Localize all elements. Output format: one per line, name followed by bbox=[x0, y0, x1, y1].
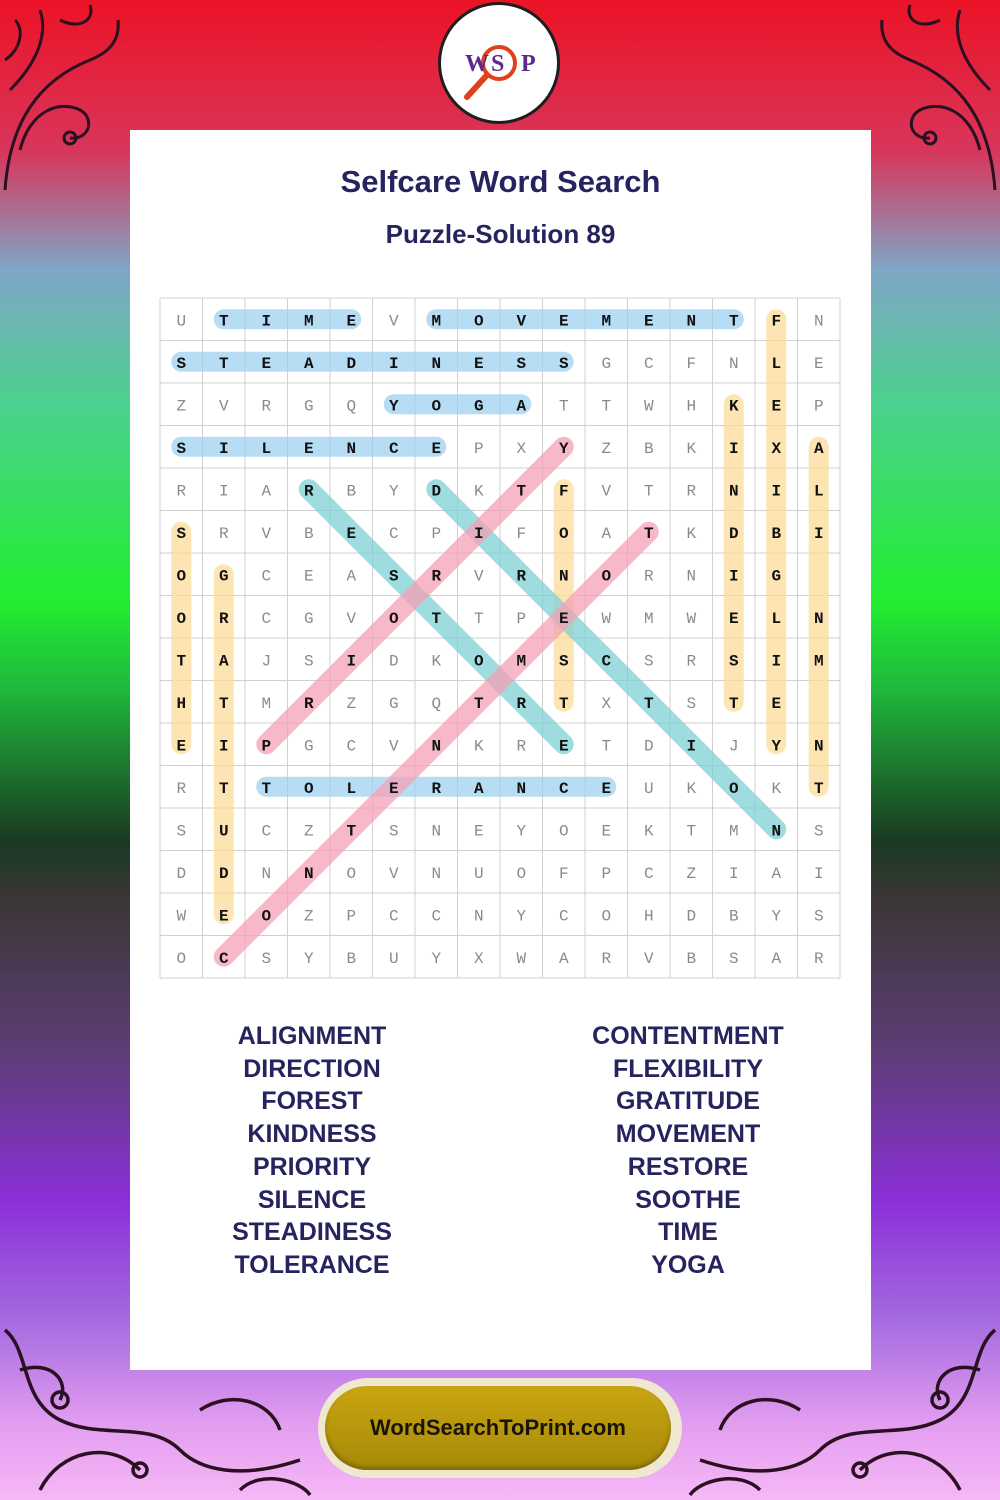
grid-letter[interactable]: G bbox=[303, 609, 314, 628]
grid-letter[interactable]: Q bbox=[346, 397, 357, 416]
grid-letter[interactable]: F bbox=[516, 524, 527, 543]
grid-letter[interactable]: A bbox=[771, 864, 782, 883]
grid-letter[interactable]: S bbox=[728, 949, 739, 968]
grid-letter[interactable]: C bbox=[261, 609, 272, 628]
grid-letter[interactable]: C bbox=[601, 652, 612, 671]
grid-letter[interactable]: K bbox=[431, 652, 442, 671]
grid-letter[interactable]: S bbox=[176, 822, 187, 841]
grid-letter[interactable]: W bbox=[686, 609, 697, 628]
grid-letter[interactable]: N bbox=[813, 737, 824, 756]
word-list-item: KINDNESS bbox=[247, 1120, 377, 1149]
grid-letter[interactable]: G bbox=[473, 397, 484, 416]
grid-letter[interactable]: C bbox=[346, 737, 357, 756]
grid-letter[interactable]: X bbox=[473, 949, 484, 968]
grid-letter[interactable]: V bbox=[346, 609, 357, 628]
grid-letter[interactable]: V bbox=[516, 312, 527, 331]
footer-banner[interactable] bbox=[318, 1378, 682, 1478]
grid-letter[interactable]: B bbox=[346, 482, 357, 501]
grid-letter[interactable]: I bbox=[728, 567, 739, 586]
grid-letter[interactable]: N bbox=[346, 439, 357, 458]
grid-letter[interactable]: T bbox=[218, 354, 229, 373]
grid-letter[interactable]: O bbox=[601, 907, 612, 926]
grid-letter[interactable]: O bbox=[303, 779, 314, 798]
grid-letter[interactable]: I bbox=[218, 439, 229, 458]
grid-letter[interactable]: Z bbox=[601, 439, 612, 458]
grid-letter[interactable]: V bbox=[601, 482, 612, 501]
grid-letter[interactable]: T bbox=[473, 609, 484, 628]
grid-letter[interactable]: B bbox=[686, 949, 697, 968]
grid-letter[interactable]: S bbox=[516, 354, 527, 373]
grid-letter[interactable]: O bbox=[601, 567, 612, 586]
grid-letter[interactable]: E bbox=[346, 524, 357, 543]
grid-letter[interactable]: I bbox=[218, 482, 229, 501]
grid-letter[interactable]: V bbox=[261, 524, 272, 543]
grid-letter[interactable]: K bbox=[473, 482, 484, 501]
grid-letter[interactable]: R bbox=[431, 567, 442, 586]
grid-letter[interactable]: Y bbox=[431, 949, 442, 968]
grid-letter[interactable]: L bbox=[813, 482, 824, 501]
grid-letter[interactable]: N bbox=[558, 567, 569, 586]
grid-letter[interactable]: S bbox=[388, 822, 399, 841]
puzzle-card bbox=[130, 130, 871, 1370]
grid-letter[interactable]: N bbox=[728, 354, 739, 373]
top-left-ornament bbox=[0, 0, 130, 200]
grid-letter[interactable]: N bbox=[771, 822, 782, 841]
grid-letter[interactable]: E bbox=[431, 439, 442, 458]
grid-letter[interactable]: S bbox=[303, 652, 314, 671]
grid-letter[interactable]: S bbox=[813, 822, 824, 841]
grid-letter[interactable]: R bbox=[601, 949, 612, 968]
word-list-item: DIRECTION bbox=[243, 1054, 381, 1083]
grid-letter[interactable]: O bbox=[346, 864, 357, 883]
grid-letter[interactable]: Y bbox=[516, 907, 527, 926]
word-list-item: YOGA bbox=[651, 1250, 725, 1279]
grid-letter[interactable]: N bbox=[431, 354, 442, 373]
grid-letter[interactable]: S bbox=[813, 907, 824, 926]
grid-letter[interactable]: O bbox=[728, 779, 739, 798]
grid-letter[interactable]: V bbox=[388, 312, 399, 331]
grid-letter[interactable]: T bbox=[261, 779, 272, 798]
grid-letter[interactable]: M bbox=[516, 652, 527, 671]
grid-letter[interactable]: E bbox=[346, 312, 357, 331]
grid-letter[interactable]: A bbox=[473, 779, 484, 798]
grid-letter[interactable]: Z bbox=[303, 822, 314, 841]
grid-letter[interactable]: O bbox=[473, 652, 484, 671]
grid-letter[interactable]: D bbox=[176, 864, 187, 883]
site-name: WordSearchToPrint.com bbox=[370, 1415, 626, 1440]
grid-letter[interactable]: I bbox=[218, 737, 229, 756]
grid-letter[interactable]: W bbox=[176, 907, 187, 926]
grid-letter[interactable]: W bbox=[601, 609, 612, 628]
grid-letter[interactable]: T bbox=[431, 609, 442, 628]
grid-letter[interactable]: N bbox=[473, 907, 484, 926]
grid-letter[interactable]: U bbox=[643, 779, 654, 798]
grid-letter[interactable]: K bbox=[473, 737, 484, 756]
word-list-item: FOREST bbox=[261, 1087, 363, 1116]
grid-letter[interactable]: R bbox=[261, 397, 272, 416]
grid-letter[interactable]: A bbox=[558, 949, 569, 968]
grid-letter[interactable]: E bbox=[601, 822, 612, 841]
grid-letter[interactable]: T bbox=[728, 694, 739, 713]
grid-letter[interactable]: O bbox=[176, 949, 187, 968]
grid-letter[interactable]: E bbox=[473, 822, 484, 841]
grid-letter[interactable]: T bbox=[601, 397, 612, 416]
grid-letter[interactable]: D bbox=[728, 524, 739, 543]
word-list-item: TOLERANCE bbox=[234, 1250, 390, 1279]
grid-letter[interactable]: G bbox=[388, 694, 399, 713]
word-list-item: STEADINESS bbox=[232, 1218, 392, 1247]
grid-letter[interactable]: O bbox=[261, 907, 272, 926]
grid-letter[interactable]: T bbox=[686, 822, 697, 841]
grid-letter[interactable]: E bbox=[643, 312, 654, 331]
grid-letter[interactable]: L bbox=[261, 439, 272, 458]
grid-letter[interactable]: J bbox=[261, 652, 272, 671]
grid-letter[interactable]: H bbox=[686, 397, 697, 416]
grid-letter[interactable]: I bbox=[813, 864, 824, 883]
grid-letter[interactable]: E bbox=[303, 439, 314, 458]
grid-letter[interactable]: R bbox=[176, 482, 187, 501]
grid-letter[interactable]: P bbox=[346, 907, 357, 926]
grid-letter[interactable]: A bbox=[261, 482, 272, 501]
grid-letter[interactable]: R bbox=[176, 779, 187, 798]
word-list-item: FLEXIBILITY bbox=[613, 1054, 763, 1083]
page-title: Selfcare Word Search bbox=[340, 164, 661, 199]
grid-letter[interactable]: S bbox=[728, 652, 739, 671]
grid-letter[interactable]: P bbox=[516, 609, 527, 628]
grid-letter[interactable]: W bbox=[643, 397, 654, 416]
grid-letter[interactable]: I bbox=[728, 439, 739, 458]
grid-letter[interactable]: P bbox=[813, 397, 824, 416]
grid-letter[interactable]: D bbox=[431, 482, 442, 501]
grid-letter[interactable]: R bbox=[303, 694, 314, 713]
grid-letter[interactable]: K bbox=[686, 779, 697, 798]
word-search-grid[interactable] bbox=[130, 130, 871, 990]
grid-letter[interactable]: D bbox=[346, 354, 357, 373]
grid-letter[interactable]: U bbox=[473, 864, 484, 883]
grid-letter[interactable]: E bbox=[558, 312, 569, 331]
grid-letter[interactable]: N bbox=[261, 864, 272, 883]
grid-letter[interactable]: B bbox=[643, 439, 654, 458]
grid-letter[interactable]: R bbox=[516, 567, 527, 586]
grid-letter[interactable]: T bbox=[473, 694, 484, 713]
grid-letter[interactable]: Y bbox=[388, 482, 399, 501]
page-subtitle: Puzzle-Solution 89 bbox=[385, 219, 616, 249]
word-list-right bbox=[538, 1020, 838, 1282]
grid-letter[interactable]: N bbox=[431, 737, 442, 756]
grid-letter[interactable]: C bbox=[388, 524, 399, 543]
grid-letter[interactable]: P bbox=[601, 864, 612, 883]
grid-letter[interactable]: K bbox=[686, 439, 697, 458]
grid-letter[interactable]: O bbox=[558, 524, 569, 543]
grid-letter[interactable]: C bbox=[261, 567, 272, 586]
grid-letter[interactable]: L bbox=[346, 779, 357, 798]
grid-letter[interactable]: T bbox=[643, 482, 654, 501]
grid-letter[interactable]: V bbox=[218, 397, 229, 416]
grid-letter[interactable]: A bbox=[813, 439, 824, 458]
grid-letter[interactable]: S bbox=[388, 567, 399, 586]
grid-letter[interactable]: N bbox=[431, 822, 442, 841]
grid-letter[interactable]: R bbox=[686, 652, 697, 671]
grid-letter[interactable]: N bbox=[431, 864, 442, 883]
grid-letter[interactable]: Y bbox=[516, 822, 527, 841]
grid-letter[interactable]: B bbox=[346, 949, 357, 968]
grid-letter[interactable]: O bbox=[473, 312, 484, 331]
grid-letter[interactable]: E bbox=[771, 694, 782, 713]
grid-letter[interactable]: D bbox=[686, 907, 697, 926]
grid-letter[interactable]: V bbox=[473, 567, 484, 586]
grid-letter[interactable]: M bbox=[601, 312, 612, 331]
grid-letter[interactable]: G bbox=[771, 567, 782, 586]
grid-letter[interactable]: Y bbox=[771, 907, 782, 926]
grid-letter[interactable]: S bbox=[176, 524, 187, 543]
grid-letter[interactable]: F bbox=[771, 312, 782, 331]
grid-letter[interactable]: T bbox=[643, 524, 654, 543]
grid-letter[interactable]: T bbox=[601, 737, 612, 756]
grid-letter[interactable]: T bbox=[643, 694, 654, 713]
grid-letter[interactable]: G bbox=[218, 567, 229, 586]
grid-letter[interactable]: I bbox=[473, 524, 484, 543]
grid-letter[interactable]: R bbox=[516, 694, 527, 713]
grid-letter[interactable]: D bbox=[388, 652, 399, 671]
grid-letter[interactable]: I bbox=[771, 482, 782, 501]
top-right-ornament bbox=[870, 0, 1000, 200]
grid-letter[interactable]: E bbox=[728, 609, 739, 628]
grid-letter[interactable]: K bbox=[771, 779, 782, 798]
grid-letter[interactable]: H bbox=[643, 907, 654, 926]
grid-letter[interactable]: N bbox=[813, 609, 824, 628]
word-list-item: TIME bbox=[658, 1218, 718, 1247]
grid-letter[interactable]: T bbox=[558, 397, 569, 416]
grid-letter[interactable]: E bbox=[388, 779, 399, 798]
grid-letter[interactable]: S bbox=[261, 949, 272, 968]
grid-letter[interactable]: R bbox=[218, 524, 229, 543]
grid-letter[interactable]: T bbox=[176, 652, 187, 671]
footer-button[interactable] bbox=[325, 1386, 671, 1470]
grid-letter[interactable]: L bbox=[771, 609, 782, 628]
grid-letter[interactable]: U bbox=[176, 312, 187, 331]
grid-letter[interactable]: S bbox=[558, 354, 569, 373]
grid-letter[interactable]: C bbox=[261, 822, 272, 841]
grid-letter[interactable]: M bbox=[643, 609, 654, 628]
grid-letter[interactable]: X bbox=[516, 439, 527, 458]
grid-letter[interactable]: A bbox=[601, 524, 612, 543]
grid-letter[interactable]: Z bbox=[176, 397, 187, 416]
grid-letter[interactable]: C bbox=[431, 907, 442, 926]
grid-letter[interactable]: I bbox=[261, 312, 272, 331]
grid-letter[interactable]: C bbox=[388, 439, 399, 458]
grid-letter[interactable]: F bbox=[558, 864, 569, 883]
grid-letter[interactable]: K bbox=[728, 397, 739, 416]
grid-letter[interactable]: R bbox=[303, 482, 314, 501]
grid-letter[interactable]: B bbox=[728, 907, 739, 926]
grid-letter[interactable]: Y bbox=[558, 439, 569, 458]
grid-letter[interactable]: C bbox=[558, 779, 569, 798]
word-list-item: ALIGNMENT bbox=[237, 1022, 387, 1050]
grid-letter[interactable]: K bbox=[686, 524, 697, 543]
grid-letter[interactable]: C bbox=[218, 949, 229, 968]
grid-letter[interactable]: Z bbox=[303, 907, 314, 926]
grid-letter[interactable]: P bbox=[261, 737, 272, 756]
grid-letter[interactable]: Y bbox=[388, 397, 399, 416]
grid-letter[interactable]: I bbox=[728, 864, 739, 883]
grid-letter[interactable]: W bbox=[516, 949, 527, 968]
grid-letter[interactable]: S bbox=[558, 652, 569, 671]
grid-letter[interactable]: Y bbox=[771, 737, 782, 756]
grid-letter[interactable]: E bbox=[261, 354, 272, 373]
grid-letter[interactable]: O bbox=[176, 609, 187, 628]
grid-letter[interactable]: Z bbox=[686, 864, 697, 883]
grid-letter[interactable]: N bbox=[686, 567, 697, 586]
grid-letter[interactable]: O bbox=[176, 567, 187, 586]
grid-letter[interactable]: O bbox=[431, 397, 442, 416]
grid-letter[interactable]: A bbox=[218, 652, 229, 671]
grid-letter[interactable]: C bbox=[388, 907, 399, 926]
grid-letter[interactable]: A bbox=[346, 567, 357, 586]
logo-letter: P bbox=[521, 51, 536, 77]
grid-letter[interactable]: N bbox=[303, 864, 314, 883]
word-list-item: SOOTHE bbox=[635, 1185, 741, 1214]
grid-letter[interactable]: T bbox=[728, 312, 739, 331]
grid-letter[interactable]: X bbox=[601, 694, 612, 713]
grid-letter[interactable]: T bbox=[218, 779, 229, 798]
grid-letter[interactable]: L bbox=[771, 354, 782, 373]
grid-letter[interactable]: D bbox=[218, 864, 229, 883]
grid-letter[interactable]: S bbox=[686, 694, 697, 713]
grid-letter[interactable]: S bbox=[643, 652, 654, 671]
grid-letter[interactable]: E bbox=[176, 737, 187, 756]
word-list-item: CONTENTMENT bbox=[592, 1022, 784, 1050]
wsp-logo[interactable] bbox=[438, 2, 560, 124]
grid-letter[interactable]: E bbox=[771, 397, 782, 416]
grid-letter[interactable]: B bbox=[771, 524, 782, 543]
grid-letter[interactable]: E bbox=[303, 567, 314, 586]
grid-letter[interactable]: O bbox=[388, 609, 399, 628]
grid-letter[interactable]: R bbox=[218, 609, 229, 628]
logo-letter: W bbox=[465, 51, 489, 77]
grid-letter[interactable]: V bbox=[388, 737, 399, 756]
grid-letter[interactable]: S bbox=[176, 439, 187, 458]
grid-letter[interactable]: R bbox=[686, 482, 697, 501]
grid-letter[interactable]: O bbox=[558, 822, 569, 841]
word-list-item: SILENCE bbox=[257, 1185, 367, 1214]
grid-letter[interactable]: R bbox=[643, 567, 654, 586]
grid-letter[interactable]: C bbox=[643, 864, 654, 883]
grid-letter[interactable]: E bbox=[558, 737, 569, 756]
grid-letter[interactable]: M bbox=[813, 652, 824, 671]
word-list-item: GRATITUDE bbox=[616, 1087, 760, 1116]
grid-letter[interactable]: E bbox=[558, 609, 569, 628]
grid-letter[interactable]: M bbox=[261, 694, 272, 713]
grid-letter[interactable]: D bbox=[643, 737, 654, 756]
grid-letter[interactable]: T bbox=[346, 822, 357, 841]
grid-letter[interactable]: H bbox=[176, 694, 187, 713]
grid-letter[interactable]: P bbox=[431, 524, 442, 543]
grid-letter[interactable]: Q bbox=[431, 694, 442, 713]
grid-letter[interactable]: R bbox=[813, 949, 824, 968]
grid-letter[interactable]: I bbox=[388, 354, 399, 373]
grid-letter[interactable]: M bbox=[303, 312, 314, 331]
grid-letter[interactable]: N bbox=[728, 482, 739, 501]
grid-letter[interactable]: X bbox=[771, 439, 782, 458]
grid-letter[interactable]: Y bbox=[303, 949, 314, 968]
grid-letter[interactable]: I bbox=[813, 524, 824, 543]
grid-letter[interactable]: T bbox=[516, 482, 527, 501]
grid-letter[interactable]: T bbox=[813, 779, 824, 798]
grid-letter[interactable]: U bbox=[218, 822, 229, 841]
grid-letter[interactable]: P bbox=[473, 439, 484, 458]
grid-letter[interactable]: I bbox=[686, 737, 697, 756]
grid-letter[interactable]: I bbox=[346, 652, 357, 671]
grid-letter[interactable]: N bbox=[686, 312, 697, 331]
grid-letter[interactable]: N bbox=[813, 312, 824, 331]
grid-letter[interactable]: R bbox=[516, 737, 527, 756]
grid-letter[interactable]: F bbox=[558, 482, 569, 501]
grid-letter[interactable]: T bbox=[218, 694, 229, 713]
grid-letter[interactable]: J bbox=[728, 737, 739, 756]
grid-letter[interactable]: E bbox=[601, 779, 612, 798]
grid-letter[interactable]: C bbox=[558, 907, 569, 926]
logo-letter: S bbox=[491, 51, 505, 77]
grid-letter[interactable]: E bbox=[473, 354, 484, 373]
grid-letter[interactable]: K bbox=[643, 822, 654, 841]
grid-letter[interactable]: G bbox=[303, 737, 314, 756]
grid-letter[interactable]: A bbox=[771, 949, 782, 968]
grid-letter[interactable]: N bbox=[516, 779, 527, 798]
grid-letter[interactable]: I bbox=[771, 652, 782, 671]
grid-letter[interactable]: M bbox=[728, 822, 739, 841]
grid-letter[interactable]: S bbox=[176, 354, 187, 373]
grid-letter[interactable]: A bbox=[516, 397, 527, 416]
grid-letter[interactable]: R bbox=[431, 779, 442, 798]
word-list-left bbox=[162, 1020, 462, 1282]
word-list-item: RESTORE bbox=[627, 1152, 749, 1181]
grid-letter[interactable]: O bbox=[516, 864, 527, 883]
grid-letter[interactable]: E bbox=[218, 907, 229, 926]
grid-letter[interactable]: Z bbox=[346, 694, 357, 713]
word-list-item: PRIORITY bbox=[252, 1152, 372, 1181]
grid-letter[interactable]: T bbox=[218, 312, 229, 331]
word-list-item: MOVEMENT bbox=[615, 1120, 761, 1149]
grid-letter[interactable]: F bbox=[686, 354, 697, 373]
grid-letter[interactable]: T bbox=[558, 694, 569, 713]
grid-letter[interactable]: U bbox=[388, 949, 399, 968]
grid-letter[interactable]: M bbox=[431, 312, 442, 331]
grid-letter[interactable]: G bbox=[303, 397, 314, 416]
grid-letter[interactable]: B bbox=[303, 524, 314, 543]
grid-letter[interactable]: V bbox=[643, 949, 654, 968]
grid-letter[interactable]: E bbox=[813, 354, 824, 373]
grid-letter[interactable]: V bbox=[388, 864, 399, 883]
grid-letter[interactable]: A bbox=[303, 354, 314, 373]
grid-letter[interactable]: C bbox=[643, 354, 654, 373]
grid-letter[interactable]: G bbox=[601, 354, 612, 373]
